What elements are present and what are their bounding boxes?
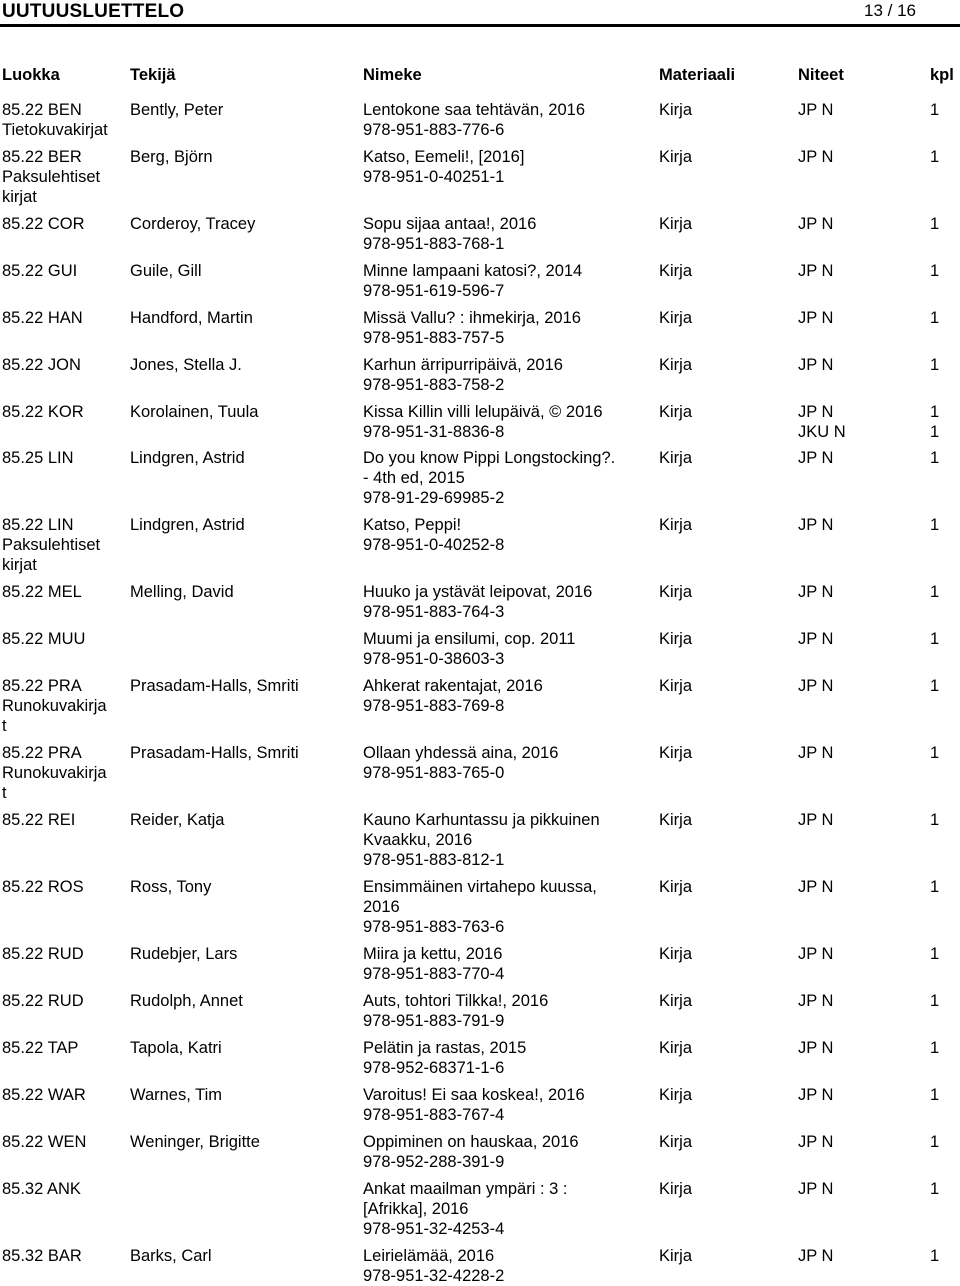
row-title: Varoitus! Ei saa koskea!, 2016 978-951-883-767-4 bbox=[363, 1086, 585, 1124]
row-material: Kirja bbox=[659, 101, 693, 119]
row-author: Melling, David bbox=[130, 583, 234, 601]
row-author: Warnes, Tim bbox=[130, 1086, 222, 1104]
row-copies-location: JP N bbox=[798, 583, 834, 601]
row-count: 1 bbox=[930, 811, 940, 829]
row-title: Minne lampaani katosi?, 2014 978-951-619-596-7 bbox=[363, 262, 583, 300]
row-count: 1 1 bbox=[930, 403, 940, 441]
row-count: 1 bbox=[930, 1039, 940, 1057]
page-title: UUTUUSLUETTELO bbox=[2, 1, 185, 22]
row-count: 1 bbox=[930, 148, 940, 166]
row-class: 85.22 MUU bbox=[2, 630, 86, 648]
row-class: 85.22 LIN Paksulehtiset kirjat bbox=[2, 516, 101, 574]
row-class: 85.22 JON bbox=[2, 356, 81, 374]
row-count: 1 bbox=[930, 945, 940, 963]
row-count: 1 bbox=[930, 1133, 940, 1151]
row-class: 85.22 HAN bbox=[2, 309, 83, 327]
column-headers bbox=[0, 66, 960, 88]
row-count: 1 bbox=[930, 583, 940, 601]
row-class: 85.22 RUD bbox=[2, 945, 84, 963]
row-author: Ross, Tony bbox=[130, 878, 212, 896]
row-title: Oppiminen on hauskaa, 2016 978-952-288-391-9 bbox=[363, 1133, 579, 1171]
row-material: Kirja bbox=[659, 148, 693, 166]
row-title: Ensimmäinen virtahepo kuussa, 2016 978-951-883-763-6 bbox=[363, 878, 597, 936]
row-material: Kirja bbox=[659, 1039, 693, 1057]
row-author: Rudolph, Annet bbox=[130, 992, 243, 1010]
row-copies-location: JP N bbox=[798, 677, 834, 695]
row-class: 85.22 ROS bbox=[2, 878, 84, 896]
row-title: Auts, tohtori Tilkka!, 2016 978-951-883-791-9 bbox=[363, 992, 549, 1030]
row-class: 85.22 REI bbox=[2, 811, 76, 829]
row-class: 85.22 BEN Tietokuvakirjat bbox=[2, 101, 108, 139]
row-copies-location: JP N bbox=[798, 356, 834, 374]
row-author: Lindgren, Astrid bbox=[130, 516, 245, 534]
row-material: Kirja bbox=[659, 945, 693, 963]
column-header-luokka: Luokka bbox=[2, 66, 60, 84]
row-title: Ankat maailman ympäri : 3 : [Afrikka], 2016 978-951-32-4253-4 bbox=[363, 1180, 568, 1238]
row-material: Kirja bbox=[659, 449, 693, 467]
row-material: Kirja bbox=[659, 403, 693, 421]
row-material: Kirja bbox=[659, 1247, 693, 1265]
row-class: 85.22 BER Paksulehtiset kirjat bbox=[2, 148, 101, 206]
row-author: Tapola, Katri bbox=[130, 1039, 222, 1057]
row-copies-location: JP N bbox=[798, 1039, 834, 1057]
row-class: 85.22 RUD bbox=[2, 992, 84, 1010]
row-copies-location: JP N bbox=[798, 309, 834, 327]
row-material: Kirja bbox=[659, 811, 693, 829]
row-material: Kirja bbox=[659, 356, 693, 374]
row-title: Lentokone saa tehtävän, 2016 978-951-883-776-6 bbox=[363, 101, 586, 139]
row-title: Sopu sijaa antaa!, 2016 978-951-883-768-1 bbox=[363, 215, 537, 253]
column-header-tekija: Tekijä bbox=[130, 66, 176, 84]
row-title: Huuko ja ystävät leipovat, 2016 978-951-883-764-3 bbox=[363, 583, 593, 621]
row-copies-location: JP N bbox=[798, 630, 834, 648]
row-copies-location: JP N bbox=[798, 1180, 834, 1198]
row-material: Kirja bbox=[659, 583, 693, 601]
row-author: Lindgren, Astrid bbox=[130, 449, 245, 467]
row-count: 1 bbox=[930, 1180, 940, 1198]
row-material: Kirja bbox=[659, 309, 693, 327]
row-material: Kirja bbox=[659, 878, 693, 896]
row-count: 1 bbox=[930, 356, 940, 374]
row-title: Kauno Karhuntassu ja pikkuinen Kvaakku, 2016 978-951-883-812-1 bbox=[363, 811, 600, 869]
row-title: Katso, Peppi! 978-951-0-40252-8 bbox=[363, 516, 505, 554]
row-author: Berg, Björn bbox=[130, 148, 213, 166]
row-count: 1 bbox=[930, 449, 940, 467]
row-count: 1 bbox=[930, 992, 940, 1010]
page-header bbox=[0, 0, 960, 24]
row-copies-location: JP N bbox=[798, 744, 834, 762]
row-count: 1 bbox=[930, 630, 940, 648]
row-copies-location: JP N bbox=[798, 215, 834, 233]
row-class: 85.22 MEL bbox=[2, 583, 82, 601]
column-header-niteet: Niteet bbox=[798, 66, 844, 84]
row-author: Weninger, Brigitte bbox=[130, 1133, 260, 1151]
row-copies-location: JP N bbox=[798, 945, 834, 963]
row-title: Pelätin ja rastas, 2015 978-952-68371-1-6 bbox=[363, 1039, 527, 1077]
row-copies-location: JP N bbox=[798, 101, 834, 119]
row-class: 85.22 COR bbox=[2, 215, 85, 233]
row-author: Barks, Carl bbox=[130, 1247, 212, 1265]
row-title: Ollaan yhdessä aina, 2016 978-951-883-765-0 bbox=[363, 744, 559, 782]
column-header-materiaali: Materiaali bbox=[659, 66, 736, 84]
row-author: Bently, Peter bbox=[130, 101, 224, 119]
row-material: Kirja bbox=[659, 744, 693, 762]
row-copies-location: JP N bbox=[798, 148, 834, 166]
row-class: 85.22 PRA Runokuvakirja t bbox=[2, 744, 107, 802]
row-copies-location: JP N bbox=[798, 1133, 834, 1151]
row-title: Ahkerat rakentajat, 2016 978-951-883-769-8 bbox=[363, 677, 543, 715]
row-author: Corderoy, Tracey bbox=[130, 215, 256, 233]
row-title: Miira ja kettu, 2016 978-951-883-770-4 bbox=[363, 945, 505, 983]
row-material: Kirja bbox=[659, 262, 693, 280]
row-title: Katso, Eemeli!, [2016] 978-951-0-40251-1 bbox=[363, 148, 525, 186]
row-class: 85.22 TAP bbox=[2, 1039, 79, 1057]
column-header-nimeke: Nimeke bbox=[363, 66, 422, 84]
row-copies-location: JP N bbox=[798, 262, 834, 280]
row-title: Muumi ja ensilumi, cop. 2011 978-951-0-38603-3 bbox=[363, 630, 576, 668]
row-title: Do you know Pippi Longstocking?. - 4th ed, 2015 978-91-29-69985-2 bbox=[363, 449, 616, 507]
row-title: Leirielämää, 2016 978-951-32-4228-2 bbox=[363, 1247, 505, 1285]
row-title: Karhun ärripurripäivä, 2016 978-951-883-758-2 bbox=[363, 356, 563, 394]
row-material: Kirja bbox=[659, 1086, 693, 1104]
row-count: 1 bbox=[930, 101, 940, 119]
row-class: 85.32 ANK bbox=[2, 1180, 81, 1198]
row-author: Guile, Gill bbox=[130, 262, 202, 280]
row-class: 85.32 BAR bbox=[2, 1247, 82, 1265]
row-material: Kirja bbox=[659, 992, 693, 1010]
row-count: 1 bbox=[930, 262, 940, 280]
row-count: 1 bbox=[930, 1247, 940, 1265]
row-class: 85.25 LIN bbox=[2, 449, 74, 467]
row-material: Kirja bbox=[659, 630, 693, 648]
row-author: Handford, Martin bbox=[130, 309, 253, 327]
row-material: Kirja bbox=[659, 1180, 693, 1198]
row-copies-location: JP N bbox=[798, 449, 834, 467]
row-material: Kirja bbox=[659, 215, 693, 233]
row-author: Prasadam-Halls, Smriti bbox=[130, 677, 299, 695]
row-author: Jones, Stella J. bbox=[130, 356, 242, 374]
row-author: Reider, Katja bbox=[130, 811, 225, 829]
row-count: 1 bbox=[930, 878, 940, 896]
row-class: 85.22 WEN bbox=[2, 1133, 87, 1151]
page-number: 13 / 16 bbox=[864, 1, 916, 20]
row-copies-location: JP N bbox=[798, 811, 834, 829]
row-class: 85.22 GUI bbox=[2, 262, 78, 280]
row-copies-location: JP N JKU N bbox=[798, 403, 846, 441]
row-material: Kirja bbox=[659, 677, 693, 695]
row-copies-location: JP N bbox=[798, 1247, 834, 1265]
row-class: 85.22 PRA Runokuvakirja t bbox=[2, 677, 107, 735]
row-copies-location: JP N bbox=[798, 992, 834, 1010]
row-author: Korolainen, Tuula bbox=[130, 403, 259, 421]
row-author: Prasadam-Halls, Smriti bbox=[130, 744, 299, 762]
row-count: 1 bbox=[930, 309, 940, 327]
header-rule bbox=[0, 24, 960, 27]
row-title: Kissa Killin villi lelupäivä, © 2016 978-951-31-8836-8 bbox=[363, 403, 603, 441]
column-header-kpl: kpl bbox=[930, 66, 954, 84]
row-class: 85.22 KOR bbox=[2, 403, 84, 421]
row-count: 1 bbox=[930, 744, 940, 762]
row-material: Kirja bbox=[659, 516, 693, 534]
row-count: 1 bbox=[930, 215, 940, 233]
row-count: 1 bbox=[930, 677, 940, 695]
row-copies-location: JP N bbox=[798, 878, 834, 896]
row-title: Missä Vallu? : ihmekirja, 2016 978-951-883-757-5 bbox=[363, 309, 581, 347]
row-count: 1 bbox=[930, 516, 940, 534]
row-author: Rudebjer, Lars bbox=[130, 945, 238, 963]
row-copies-location: JP N bbox=[798, 1086, 834, 1104]
row-count: 1 bbox=[930, 1086, 940, 1104]
row-copies-location: JP N bbox=[798, 516, 834, 534]
row-material: Kirja bbox=[659, 1133, 693, 1151]
row-class: 85.22 WAR bbox=[2, 1086, 86, 1104]
